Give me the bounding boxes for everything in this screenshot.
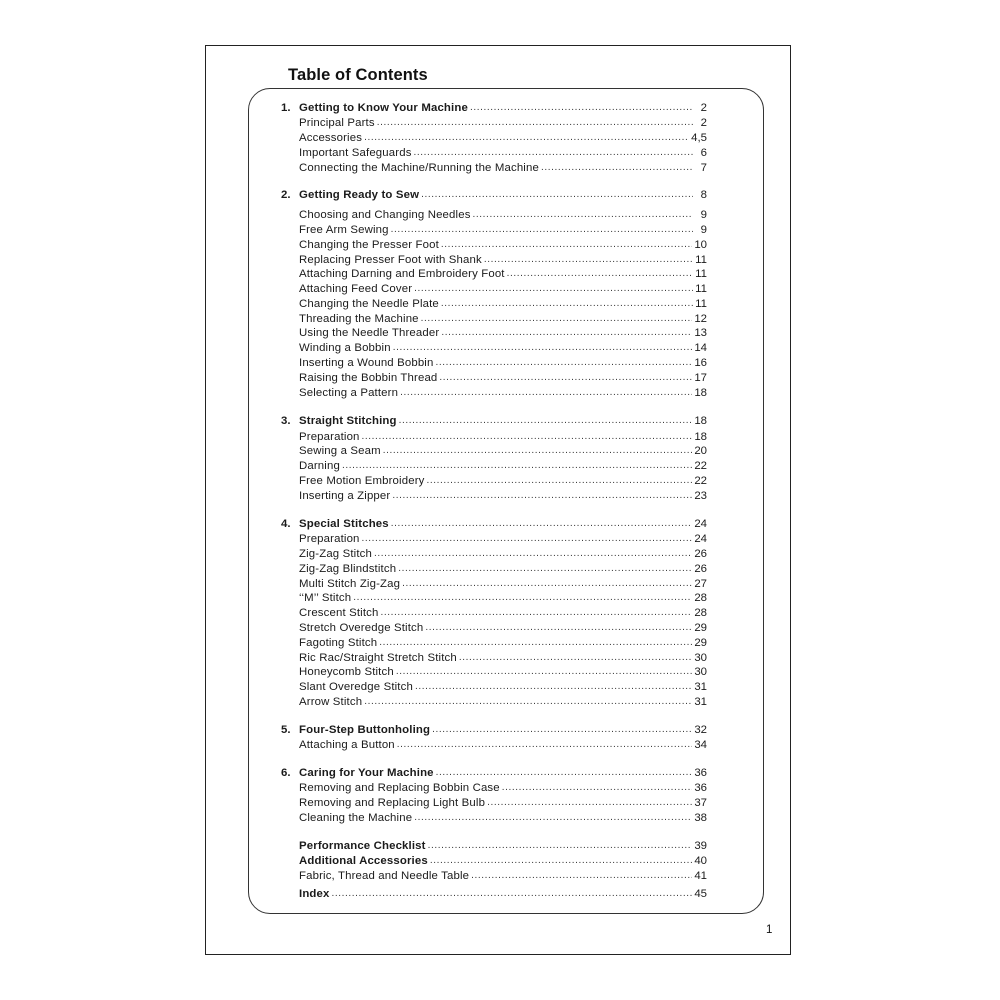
entry-page-number: 34 — [694, 739, 707, 751]
entry-page-number: 10 — [694, 239, 707, 251]
entry-page-number: 29 — [694, 637, 707, 649]
dot-leader — [414, 281, 693, 296]
entry-page-number: 22 — [694, 475, 707, 487]
dot-leader — [393, 340, 693, 355]
entry-page-number: 36 — [694, 782, 707, 794]
dot-leader — [353, 590, 692, 605]
entry-title: Changing the Needle Plate — [299, 298, 439, 310]
toc-entry-row[interactable] — [299, 116, 707, 130]
chapter-number: 3. — [281, 415, 291, 427]
entry-title: Using the Needle Threader — [299, 327, 440, 339]
toc-entry-row[interactable] — [299, 371, 707, 385]
entry-page-number: 38 — [694, 812, 707, 824]
entry-page-number: 11 — [695, 298, 707, 310]
entry-title: Inserting a Zipper — [299, 490, 391, 502]
dot-leader — [484, 252, 693, 267]
dot-leader — [414, 810, 692, 825]
entry-title: Selecting a Pattern — [299, 387, 399, 399]
entry-title: Free Arm Sewing — [299, 224, 389, 236]
entry-page-number: 12 — [694, 313, 707, 325]
entry-title: Attaching Darning and Embroidery Foot — [299, 268, 505, 280]
entry-title: Straight Stitching — [299, 415, 397, 427]
entry-page-number: 11 — [695, 268, 707, 280]
entry-title: Choosing and Changing Needles — [299, 209, 471, 221]
entry-page-number: 24 — [694, 518, 707, 530]
toc-entry-row[interactable] — [299, 253, 707, 267]
entry-title: Index — [299, 888, 330, 900]
toc-entry-row[interactable] — [299, 621, 707, 635]
dot-leader — [421, 311, 693, 326]
toc-entry-row[interactable] — [299, 386, 707, 400]
entry-page-number: 30 — [694, 666, 707, 678]
entry-page-number: 13 — [694, 327, 707, 339]
toc-entry-row[interactable] — [299, 680, 707, 694]
entry-title: Winding a Bobbin — [299, 342, 391, 354]
toc-entry-row[interactable] — [299, 146, 707, 160]
dot-leader — [439, 370, 692, 385]
entry-title: Raising the Bobbin Thread — [299, 372, 438, 384]
toc-entry-row[interactable] — [299, 430, 707, 444]
chapter-number: 6. — [281, 767, 291, 779]
entry-title: Slant Overedge Stitch — [299, 681, 413, 693]
entry-page-number: 6 — [700, 147, 707, 159]
entry-page-number: 31 — [694, 681, 707, 693]
entry-page-number: 45 — [694, 888, 707, 900]
entry-title: Fabric, Thread and Needle Table — [299, 870, 470, 882]
entry-page-number: 31 — [694, 696, 707, 708]
entry-title: Attaching Feed Cover — [299, 283, 413, 295]
dot-leader — [402, 576, 692, 591]
chapter-number: 1. — [281, 102, 291, 114]
toc-chapter-row[interactable] — [281, 414, 707, 428]
toc-entry-row[interactable] — [299, 459, 707, 473]
entry-page-number: 29 — [694, 622, 707, 634]
toc-entry-row[interactable] — [299, 223, 707, 237]
dot-leader — [470, 100, 693, 115]
chapter-number: 2. — [281, 189, 291, 201]
entry-title: Threading the Machine — [299, 313, 419, 325]
entry-page-number: 18 — [694, 387, 707, 399]
page-number: 1 — [766, 924, 773, 936]
entry-title: Removing and Replacing Light Bulb — [299, 797, 486, 809]
toc-entry-row[interactable] — [299, 341, 707, 355]
entry-page-number: 40 — [694, 855, 707, 867]
toc-entry-row[interactable] — [299, 444, 707, 458]
page-title: Table of Contents — [288, 66, 428, 84]
dot-leader — [487, 795, 692, 810]
entry-title: Zig-Zag Blindstitch — [299, 563, 397, 575]
toc-chapter-row[interactable] — [281, 766, 707, 780]
toc-entry-row[interactable] — [299, 665, 707, 679]
entry-page-number: 16 — [694, 357, 707, 369]
entry-title: Attaching a Button — [299, 739, 395, 751]
dot-leader — [391, 516, 693, 531]
entry-title: ‘‘M’’ Stitch — [299, 592, 352, 604]
dot-leader — [432, 722, 692, 737]
entry-page-number: 24 — [694, 533, 707, 545]
entry-page-number: 32 — [694, 724, 707, 736]
dot-leader — [380, 605, 692, 620]
dot-leader — [441, 237, 692, 252]
dot-leader — [391, 222, 693, 237]
entry-title: Replacing Presser Foot with Shank — [299, 254, 482, 266]
entry-page-number: 14 — [694, 342, 707, 354]
entry-page-number: 11 — [695, 254, 707, 266]
toc-entry-row[interactable] — [299, 208, 707, 222]
entry-page-number: 28 — [694, 607, 707, 619]
dot-leader — [430, 853, 692, 868]
toc-entry-row[interactable] — [299, 326, 707, 340]
dot-leader — [441, 325, 692, 340]
toc-entry-row[interactable] — [299, 297, 707, 311]
toc-entry-row[interactable] — [299, 636, 707, 650]
dot-leader — [379, 635, 692, 650]
toc-entry-row[interactable] — [299, 161, 707, 175]
dot-leader — [421, 187, 693, 202]
entry-title: Preparation — [299, 533, 360, 545]
entry-title: Zig-Zag Stitch — [299, 548, 372, 560]
dot-leader — [436, 765, 693, 780]
dot-leader — [459, 650, 692, 665]
toc-entry-row[interactable] — [299, 547, 707, 561]
dot-leader — [364, 130, 689, 145]
dot-leader — [398, 561, 692, 576]
entry-page-number: 17 — [694, 372, 707, 384]
dot-leader — [473, 207, 693, 222]
dot-leader — [400, 385, 692, 400]
toc-entry-row[interactable] — [299, 489, 707, 503]
chapter-number: 4. — [281, 518, 291, 530]
entry-page-number: 18 — [694, 415, 707, 427]
toc-entry-row[interactable] — [299, 695, 707, 709]
toc-chapter-row[interactable] — [281, 188, 707, 202]
entry-title: Multi Stitch Zig-Zag — [299, 578, 401, 590]
dot-leader — [362, 531, 693, 546]
entry-page-number: 18 — [694, 431, 707, 443]
entry-page-number: 4,5 — [691, 132, 707, 144]
dot-leader — [332, 886, 693, 901]
entry-title: Arrow Stitch — [299, 696, 363, 708]
toc-entry-row[interactable] — [299, 562, 707, 576]
toc-chapter-row[interactable] — [281, 101, 707, 115]
entry-title: Ric Rac/Straight Stretch Stitch — [299, 652, 457, 664]
entry-title: Inserting a Wound Bobbin — [299, 357, 434, 369]
toc-entry-row[interactable] — [299, 356, 707, 370]
entry-page-number: 9 — [700, 224, 707, 236]
entry-title: Changing the Presser Foot — [299, 239, 439, 251]
dot-leader — [392, 488, 692, 503]
entry-title: Fagoting Stitch — [299, 637, 378, 649]
entry-page-number: 23 — [694, 490, 707, 502]
toc-entry-row[interactable] — [299, 651, 707, 665]
toc-entry-row[interactable] — [299, 781, 707, 795]
entry-page-number: 2 — [700, 117, 707, 129]
toc-entry-row[interactable] — [299, 267, 707, 281]
chapter-number: 5. — [281, 724, 291, 736]
entry-page-number: 39 — [694, 840, 707, 852]
entry-page-number: 27 — [694, 578, 707, 590]
entry-page-number: 9 — [700, 209, 707, 221]
entry-title: Crescent Stitch — [299, 607, 379, 619]
entry-page-number: 7 — [700, 162, 707, 174]
entry-page-number: 26 — [694, 548, 707, 560]
dot-leader — [541, 160, 693, 175]
toc-entry-row[interactable] — [299, 811, 707, 825]
dot-leader — [396, 664, 692, 679]
dot-leader — [426, 473, 692, 488]
entry-title: Important Safeguards — [299, 147, 412, 159]
toc-chapter-row[interactable] — [281, 723, 707, 737]
entry-page-number: 8 — [700, 189, 707, 201]
entry-title: Removing and Replacing Bobbin Case — [299, 782, 500, 794]
entry-title: Darning — [299, 460, 340, 472]
entry-title: Free Motion Embroidery — [299, 475, 425, 487]
dot-leader — [377, 115, 693, 130]
toc-entry-row[interactable] — [299, 312, 707, 326]
entry-title: Additional Accessories — [299, 855, 428, 867]
entry-page-number: 41 — [694, 870, 707, 882]
entry-title: Four-Step Buttonholing — [299, 724, 431, 736]
toc-entry-row[interactable] — [299, 532, 707, 546]
entry-title: Principal Parts — [299, 117, 375, 129]
toc-entry-row[interactable] — [299, 131, 707, 145]
toc-chapter-row[interactable] — [281, 517, 707, 531]
entry-title: Connecting the Machine/Running the Machine — [299, 162, 539, 174]
dot-leader — [342, 458, 692, 473]
dot-leader — [383, 443, 693, 458]
dot-leader — [399, 413, 693, 428]
dot-leader — [428, 838, 693, 853]
dot-leader — [414, 145, 693, 160]
entry-page-number: 30 — [694, 652, 707, 664]
toc-entry-row[interactable] — [299, 839, 707, 853]
dot-leader — [374, 546, 692, 561]
dot-leader — [415, 679, 692, 694]
entry-page-number: 26 — [694, 563, 707, 575]
entry-title: Honeycomb Stitch — [299, 666, 394, 678]
entry-title: Sewing a Seam — [299, 445, 381, 457]
toc-entry-row[interactable] — [299, 869, 707, 883]
entry-page-number: 22 — [694, 460, 707, 472]
toc-entry-row[interactable] — [299, 474, 707, 488]
entry-page-number: 28 — [694, 592, 707, 604]
entry-title: Preparation — [299, 431, 360, 443]
toc-entry-row[interactable] — [299, 854, 707, 868]
toc-entry-row[interactable] — [299, 577, 707, 591]
toc-entry-row[interactable] — [299, 738, 707, 752]
dot-leader — [435, 355, 692, 370]
toc-entry-row[interactable] — [299, 887, 707, 901]
dot-leader — [425, 620, 692, 635]
entry-title: Special Stitches — [299, 518, 389, 530]
dot-leader — [362, 429, 693, 444]
dot-leader — [507, 266, 693, 281]
dot-leader — [441, 296, 693, 311]
entry-page-number: 20 — [694, 445, 707, 457]
entry-title: Cleaning the Machine — [299, 812, 413, 824]
entry-page-number: 11 — [695, 283, 707, 295]
entry-title: Getting Ready to Sew — [299, 189, 420, 201]
entry-title: Accessories — [299, 132, 363, 144]
toc-entry-row[interactable] — [299, 282, 707, 296]
dot-leader — [397, 737, 693, 752]
entry-page-number: 2 — [700, 102, 707, 114]
dot-leader — [364, 694, 692, 709]
dot-leader — [471, 868, 692, 883]
entry-title: Performance Checklist — [299, 840, 426, 852]
toc-entry-row[interactable] — [299, 606, 707, 620]
entry-title: Caring for Your Machine — [299, 767, 434, 779]
toc-entry-row[interactable] — [299, 591, 707, 605]
toc-entry-row[interactable] — [299, 238, 707, 252]
entry-title: Getting to Know Your Machine — [299, 102, 468, 114]
entry-title: Stretch Overedge Stitch — [299, 622, 424, 634]
entry-page-number: 36 — [694, 767, 707, 779]
toc-entry-row[interactable] — [299, 796, 707, 810]
dot-leader — [502, 780, 693, 795]
entry-page-number: 37 — [694, 797, 707, 809]
